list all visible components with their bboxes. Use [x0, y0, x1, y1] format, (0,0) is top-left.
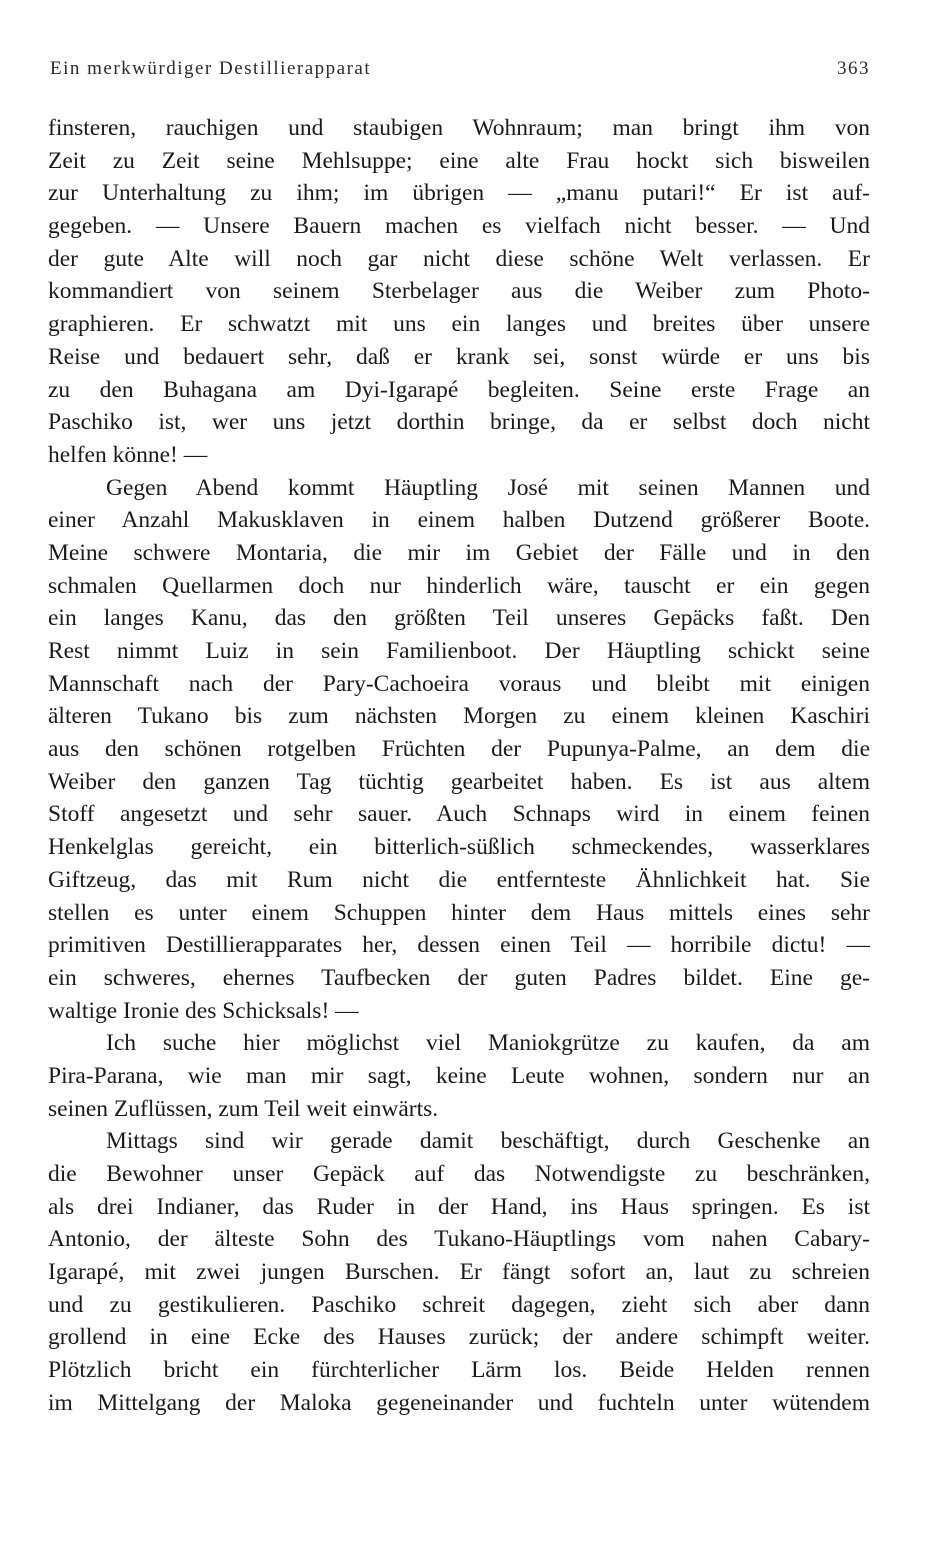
- text-line: kommandiert von seinem Sterbelager aus die Weiber zum Photo-: [48, 278, 870, 305]
- text-line: ein schweres, ehernes Taufbecken der guten Padres bildet. Eine ge-: [48, 964, 870, 991]
- text-line: gegeben. — Unsere Bauern machen es vielfach nicht besser. — Und: [48, 213, 870, 240]
- text-line: Reise und bedauert sehr, daß er krank sei, sonst würde er uns bis: [48, 343, 870, 370]
- text-line: die Bewohner unser Gepäck auf das Notwendigste zu beschränken,: [48, 1161, 870, 1187]
- text-line: seinen Zuflüssen, zum Teil weit einwärts.: [48, 1095, 439, 1122]
- text-line: als drei Indianer, das Ruder in der Hand, ins Haus springen. Es ist: [48, 1193, 870, 1220]
- text-line: finsteren, rauchigen und staubigen Wohnraum; man bringt ihm von: [48, 115, 870, 141]
- text-line: Rest nimmt Luiz in sein Familienboot. Der Häuptling schickt seine: [48, 638, 870, 664]
- text-line: Zeit zu Zeit seine Mehlsuppe; eine alte Frau hockt sich bisweilen: [48, 147, 870, 174]
- text-line: Stoff angesetzt und sehr sauer. Auch Schnaps wird in einem feinen: [48, 801, 870, 828]
- paragraph: [48, 112, 870, 472]
- text-line: der gute Alte will noch gar nicht diese schöne Welt verlassen. Er: [48, 245, 870, 272]
- text-line: graphieren. Er schwatzt mit uns ein langes und breites über unsere: [48, 311, 870, 338]
- text-line: Plötzlich bricht ein fürchterlicher Lärm los. Beide Helden rennen: [48, 1357, 870, 1384]
- running-head: [50, 58, 870, 88]
- text-line: helfen könne! —: [48, 441, 208, 468]
- text-line: grollend in eine Ecke des Hauses zurück; der andere schimpft weiter.: [48, 1324, 870, 1351]
- body-text: [48, 112, 870, 1420]
- text-line: älteren Tukano bis zum nächsten Morgen zu einem kleinen Kaschiri: [48, 703, 870, 730]
- text-line: ein langes Kanu, das den größten Teil unseres Gepäcks faßt. Den: [48, 605, 870, 632]
- text-line: Giftzeug, das mit Rum nicht die entfernteste Ähnlichkeit hat. Sie: [48, 866, 870, 893]
- text-line: Paschiko ist, wer uns jetzt dorthin bringe, da er selbst doch nicht: [48, 409, 870, 436]
- text-line: Mittags sind wir gerade damit beschäftigt, durch Geschenke an: [106, 1128, 870, 1155]
- text-line: Henkelglas gereicht, ein bitterlich-süßlich schmeckendes, wasserklares: [48, 834, 870, 861]
- text-line: einer Anzahl Makusklaven in einem halben Dutzend größerer Boote.: [48, 507, 870, 534]
- text-line: zur Unterhaltung zu ihm; im übrigen — „manu putari!“ Er ist auf-: [48, 180, 870, 207]
- page-number: 363: [837, 58, 870, 79]
- text-line: Ich suche hier möglichst viel Maniokgrütze zu kaufen, da am: [106, 1030, 870, 1057]
- text-line: Pira-Parana, wie man mir sagt, keine Leute wohnen, sondern nur an: [48, 1062, 870, 1089]
- text-line: Mannschaft nach der Pary-Cachoeira voraus und bleibt mit einigen: [48, 670, 870, 697]
- text-line: Antonio, der älteste Sohn des Tukano-Häuptlings vom nahen Cabary-: [48, 1226, 870, 1253]
- text-line: im Mittelgang der Maloka gegeneinander und fuchteln unter wütendem: [48, 1389, 870, 1416]
- text-line: Weiber den ganzen Tag tüchtig gearbeitet haben. Es ist aus altem: [48, 768, 870, 795]
- running-head-title: Ein merkwürdiger Destillierapparat: [50, 58, 372, 79]
- paragraph: [48, 1125, 870, 1419]
- paragraph: [48, 1027, 870, 1125]
- text-line: schmalen Quellarmen doch nur hinderlich wäre, tauscht er ein gegen: [48, 572, 870, 599]
- text-line: waltige Ironie des Schicksals! —: [48, 997, 359, 1024]
- text-line: und zu gestikulieren. Paschiko schreit dagegen, zieht sich aber dann: [48, 1291, 870, 1318]
- text-line: Igarapé, mit zwei jungen Burschen. Er fängt sofort an, laut zu schreien: [48, 1259, 870, 1286]
- text-line: zu den Buhagana am Dyi-Igarapé begleiten. Seine erste Frage an: [48, 376, 870, 403]
- text-line: Meine schwere Montaria, die mir im Gebiet der Fälle und in den: [48, 539, 870, 566]
- text-line: aus den schönen rotgelben Früchten der Pupunya-Palme, an dem die: [48, 736, 870, 763]
- text-line: stellen es unter einem Schuppen hinter dem Haus mittels eines sehr: [48, 899, 870, 926]
- text-line: Gegen Abend kommt Häuptling José mit seinen Mannen und: [106, 474, 870, 501]
- text-line: primitiven Destillierapparates her, dessen einen Teil — horribile dictu! —: [48, 932, 870, 959]
- paragraph: [48, 472, 870, 1028]
